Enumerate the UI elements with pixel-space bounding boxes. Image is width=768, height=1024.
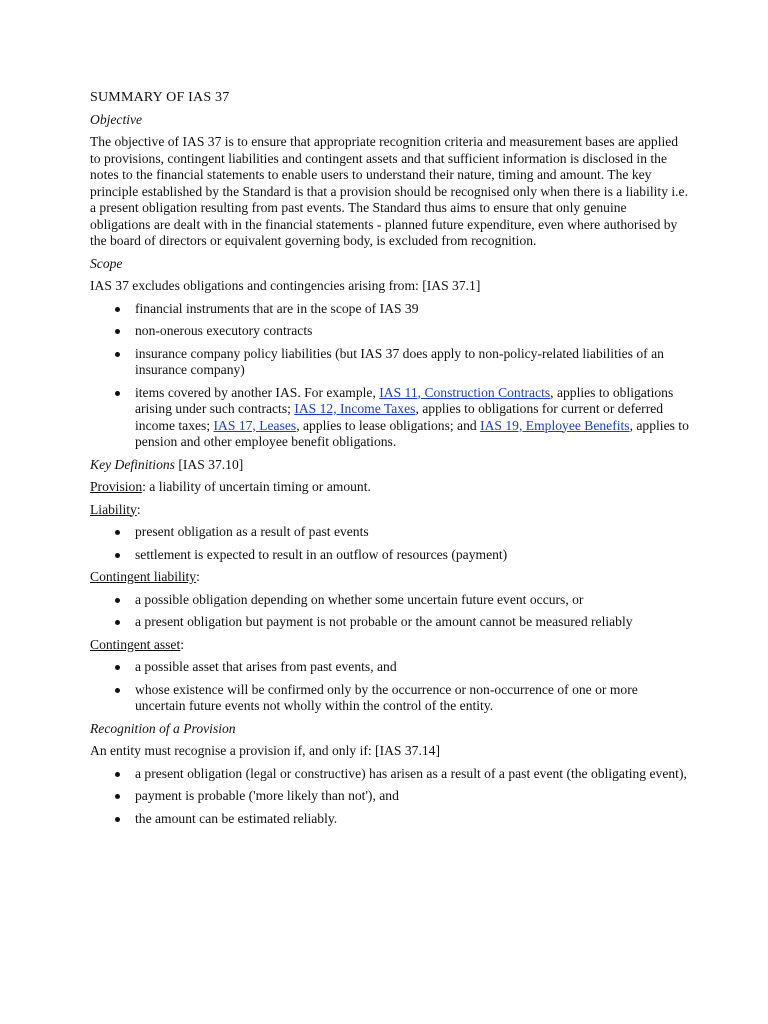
contingent-liability-term: Contingent liability	[90, 569, 197, 584]
contingent-liability-item: a present obligation but payment is not probable or the amount cannot be measured reliably	[90, 614, 690, 631]
scope-heading: Scope	[90, 255, 123, 271]
contingent-asset-item: whose existence will be confirmed only by the occurrence or non-occurrence of one or more uncertain future events not wholly within the control of the entity.	[90, 682, 690, 715]
ias-17-link[interactable]: IAS 17, Leases	[213, 417, 297, 433]
contingent-asset-term: Contingent asset	[90, 636, 181, 652]
objective-paragraph: The objective of IAS 37 is to ensure that appropriate recognition criteria and measurement bases are applied to provisions, contingent liabilities and contingent assets and that sufficient information is disclosed in the notes to the financial statements to enable users to understand their nature, timing and amount. The key principle established by the Standard is that a provision should be recognised only when there is a liability i.e. a present obligation resulting from past events. The Standard thus aims to ensure that only genuine obligations are dealt with in the financial statements - planned future expenditure, even where authorised by the board of directors or equivalent governing body, is excluded from recognition.	[90, 134, 688, 248]
contingent-asset-list	[90, 659, 690, 715]
ias-12-link[interactable]: IAS 12, Income Taxes	[294, 401, 416, 416]
contingent-liability-list	[90, 592, 690, 631]
provision-text: : a liability of uncertain timing or amount.	[142, 479, 371, 494]
scope-item-text: , applies to lease obligations; and	[296, 417, 481, 433]
provision-definition	[90, 479, 690, 496]
scope-item-text: , applies to obligations for current or deferred income taxes;	[135, 401, 664, 433]
provision-term: Provision	[90, 479, 143, 494]
contingent-asset-colon: :	[180, 636, 185, 652]
liability-label	[90, 502, 690, 519]
document-content	[90, 90, 690, 833]
recognition-intro: An entity must recognise a provision if, and only if: [IAS 37.14]	[90, 743, 440, 758]
liability-item: settlement is expected to result in an outflow of resources (payment)	[90, 547, 690, 564]
contingent-liability-colon: :	[196, 569, 200, 584]
liability-term: Liability	[90, 501, 137, 517]
scope-item	[90, 385, 690, 451]
liability-colon: :	[136, 501, 141, 517]
contingent-asset-label	[90, 637, 690, 654]
ias-19-link[interactable]: IAS 19, Employee Benefits	[480, 417, 630, 433]
recognition-item: a present obligation (legal or constructive) has arisen as a result of a past event (the obligating event),	[90, 766, 690, 783]
liability-list	[90, 524, 690, 563]
recognition-item: payment is probable ('more likely than not'), and	[90, 788, 690, 805]
liability-item: present obligation as a result of past events	[90, 524, 690, 541]
scope-item: insurance company policy liabilities (but IAS 37 does apply to non-policy-related liabilities of an insurance company)	[90, 346, 690, 379]
scope-item-text: items covered by another IAS. For example,	[135, 384, 380, 400]
definitions-heading-line	[90, 457, 690, 474]
scope-item-text: , applies to pension and other employee benefit obligations.	[135, 417, 689, 449]
objective-heading: Objective	[90, 111, 143, 127]
scope-item-text: , applies to obligations arising under such contracts;	[135, 384, 674, 416]
document-title: SUMMARY OF IAS 37	[90, 90, 230, 105]
scope-list	[90, 301, 690, 451]
recognition-list	[90, 766, 690, 828]
definitions-heading: Key Definitions	[90, 456, 175, 472]
contingent-asset-item: a possible asset that arises from past events, and	[90, 659, 690, 676]
recognition-heading: Recognition of a Provision	[90, 720, 236, 736]
scope-item: non-onerous executory contracts	[90, 323, 690, 340]
recognition-item: the amount can be estimated reliably.	[90, 811, 690, 828]
scope-item: financial instruments that are in the scope of IAS 39	[90, 301, 690, 318]
scope-intro: IAS 37 excludes obligations and contingencies arising from: [IAS 37.1]	[90, 278, 481, 293]
ias-11-link[interactable]: IAS 11, Construction Contracts	[379, 384, 551, 400]
definitions-ref: [IAS 37.10]	[174, 456, 244, 472]
contingent-liability-item: a possible obligation depending on whether some uncertain future event occurs, or	[90, 592, 690, 609]
contingent-liability-label	[90, 569, 690, 586]
